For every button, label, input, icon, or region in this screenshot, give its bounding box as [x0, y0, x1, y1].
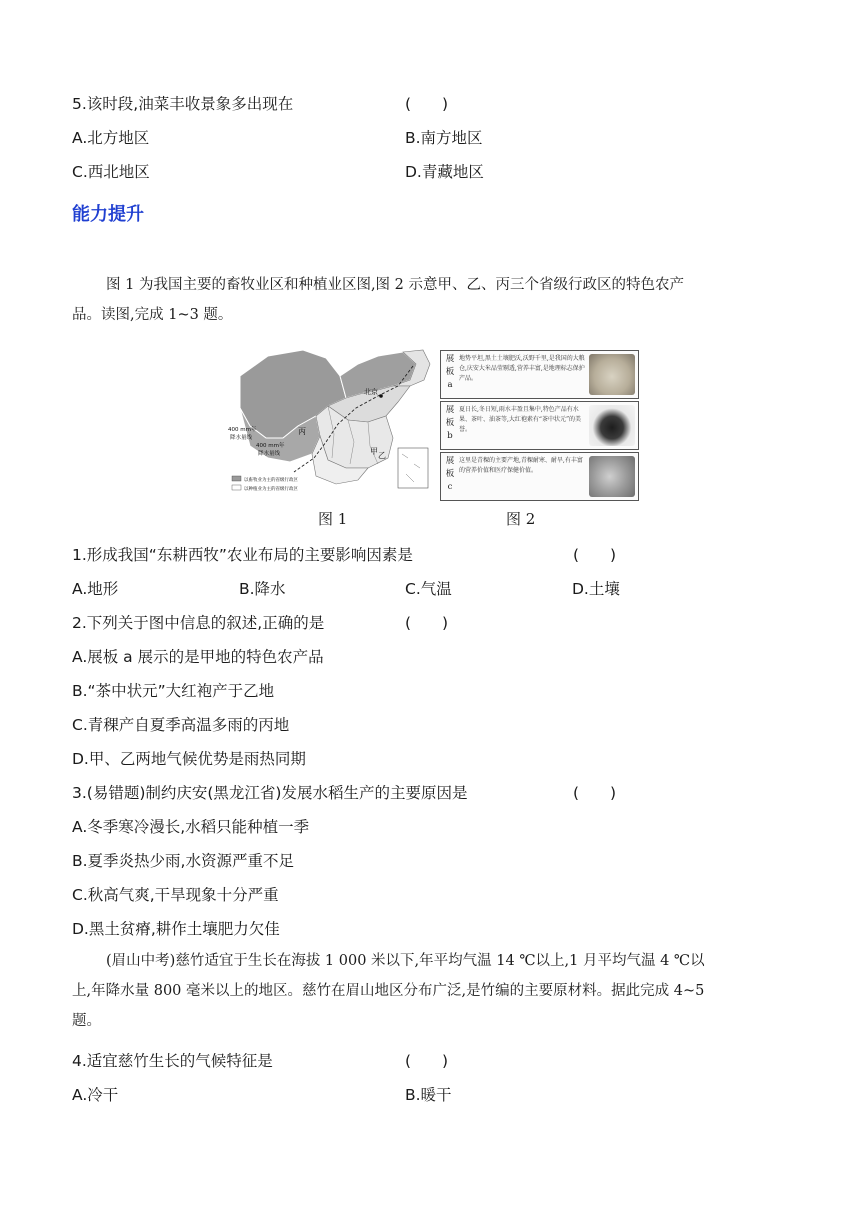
- question-2-option-a: A.展板 a 展示的是甲地的特色农产品: [72, 648, 324, 666]
- question-3-option-a: A.冬季寒冷漫长,水稻只能种植一季: [72, 818, 310, 836]
- question-1-stem: 1.形成我国“东耕西牧”农业布局的主要影响因素是: [72, 546, 413, 564]
- display-board-a: [440, 350, 639, 399]
- board-b-text: 夏日长,冬日短,雨水丰盈且集中,特色产品有水果、茶叶、油茶等,大红袍素有“茶中状元”的美誉。: [459, 406, 582, 433]
- question-5-option-a: A.北方地区: [72, 129, 150, 147]
- figure-1-caption: 图 1: [318, 510, 348, 528]
- question-3-option-b: B.夏季炎热少雨,水资源严重不足: [72, 852, 294, 870]
- board-b-title: 展 板 b: [445, 405, 455, 441]
- question-5-option-c: C.西北地区: [72, 163, 150, 181]
- question-4-answer-paren: ( ): [405, 1052, 449, 1070]
- tea-photo: [589, 405, 635, 446]
- question-5-stem: 5.该时段,油菜丰收景象多出现在: [72, 95, 294, 113]
- board-a-text: 地势平坦,黑土土壤肥沃,沃野千里,是我国的大粮仓,庆安大米品莹剔透,营养丰富,是地理标志保护产品。: [459, 355, 585, 382]
- question-1-option-d: D.土壤: [572, 580, 620, 598]
- map-legend-cropping: 以种植业为主的省级行政区: [244, 487, 298, 492]
- figure-2-caption: 图 2: [506, 510, 536, 528]
- board-a-title: 展 板 a: [445, 354, 455, 390]
- map-label-400mm-line-2b: 降水量线: [258, 451, 281, 457]
- intro-2-line-1: (眉山中考)慈竹适宜于生长在海拔 1 000 米以下,年平均气温 14 ℃以上,1 月平均气温 4 ℃以: [106, 953, 705, 969]
- question-4-option-a: A.冷干: [72, 1086, 119, 1104]
- rice-photo: [589, 354, 635, 395]
- map-legend-pastoral: 以畜牧业为主的省级行政区: [244, 478, 298, 483]
- intro-paragraph-2: [72, 946, 788, 1036]
- intro-2-line-3: 题。: [72, 1013, 101, 1029]
- question-4-stem: 4.适宜慈竹生长的气候特征是: [72, 1052, 273, 1070]
- question-2-option-b: B.“茶中状元”大红袍产于乙地: [72, 682, 275, 700]
- map-label-400mm-line-2a: 400 mm年: [256, 443, 285, 449]
- map-label-bing: 丙: [298, 427, 306, 436]
- question-5-option-b: B.南方地区: [405, 129, 483, 147]
- question-1-option-c: C.气温: [405, 580, 452, 598]
- intro-paragraph-1: [72, 270, 788, 330]
- intro-1-line-2: 品。读图,完成 1~3 题。: [72, 307, 233, 323]
- board-c-text: 这里是青稞的主要产地,青稞耐寒、耐旱,有丰富的营养价值和医疗保健价值。: [459, 457, 583, 474]
- barley-photo: [589, 456, 635, 497]
- figure-1-map: [228, 346, 434, 502]
- question-3-answer-paren: ( ): [573, 784, 617, 802]
- question-1-option-b: B.降水: [239, 580, 286, 598]
- section-title: 能力提升: [72, 204, 144, 225]
- question-3-option-d: D.黑土贫瘠,耕作土壤肥力欠佳: [72, 920, 280, 938]
- question-2-option-c: C.青稞产自夏季高温多雨的丙地: [72, 716, 290, 734]
- question-4-option-b: B.暖干: [405, 1086, 452, 1104]
- map-label-400mm-line-1a: 400 mm年: [228, 427, 257, 433]
- map-label-400mm-line-1b: 降水量线: [230, 435, 253, 441]
- question-3-option-c: C.秋高气爽,干旱现象十分严重: [72, 886, 279, 904]
- intro-2-line-2: 上,年降水量 800 毫米以上的地区。慈竹在眉山地区分布广泛,是竹编的主要原材料。据此完成 4~5: [72, 983, 705, 999]
- question-1-option-a: A.地形: [72, 580, 119, 598]
- display-board-b: [440, 401, 639, 450]
- intro-1-line-1: 图 1 为我国主要的畜牧业区和种植业区图,图 2 示意甲、乙、丙三个省级行政区的特色农产: [106, 277, 684, 293]
- question-1-answer-paren: ( ): [573, 546, 617, 564]
- question-5-option-d: D.青藏地区: [405, 163, 484, 181]
- question-3-stem: 3.(易错题)制约庆安(黑龙江省)发展水稻生产的主要原因是: [72, 784, 468, 802]
- question-2-answer-paren: ( ): [405, 614, 449, 632]
- question-2-option-d: D.甲、乙两地气候优势是雨热同期: [72, 750, 306, 768]
- question-2-stem: 2.下列关于图中信息的叙述,正确的是: [72, 614, 325, 632]
- map-label-beijing: 北京: [364, 388, 378, 396]
- map-label-jia: 甲: [370, 447, 378, 456]
- map-label-yi: 乙: [378, 451, 386, 460]
- china-agriculture-map: [228, 346, 434, 502]
- question-5-answer-paren: ( ): [405, 95, 449, 113]
- display-board-c: [440, 452, 639, 501]
- board-c-title: 展 板 c: [445, 456, 455, 492]
